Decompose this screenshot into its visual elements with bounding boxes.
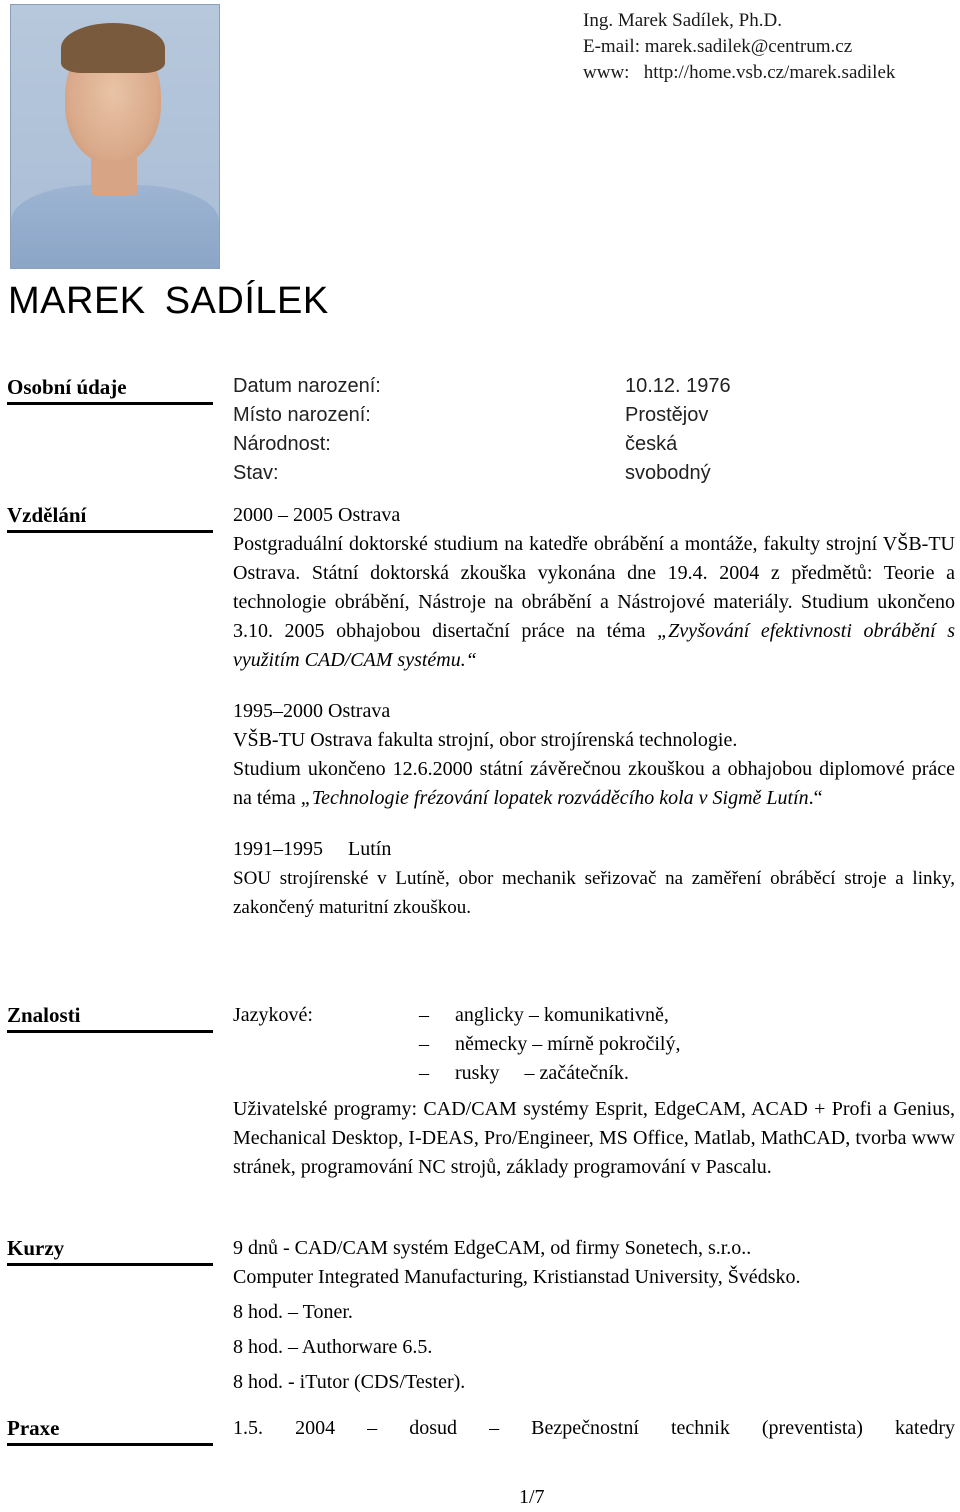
course-item: 9 dnů - CAD/CAM systém EdgeCAM, od firmy Sonetech, s.r.o.. — [233, 1237, 752, 1259]
education-text: Studium ukončeno 12.6.2000 státní závěrečnou zkouškou a obhajobou diplomové práce na téma „Technologie frézování lopatek rozváděcího kola v Sigmě Lutín.“ — [233, 758, 955, 809]
knowledge-block — [233, 1001, 955, 1182]
personal-value: svobodný — [625, 462, 711, 484]
education-header: 1991–1995 Lutín — [233, 838, 392, 860]
section-kurzy: Kurzy — [7, 1236, 213, 1266]
language-item: – německy – mírně pokročilý, — [419, 1033, 681, 1055]
languages — [233, 1001, 955, 1088]
photo-hair — [61, 23, 165, 73]
language-item: – anglicky – komunikativně, — [419, 1004, 669, 1026]
practice-text: 1.5. 2004 – dosud – Bezpečnostní technik (preventista) katedry — [233, 1417, 955, 1439]
personal-value: Prostějov — [625, 404, 709, 426]
section-znalosti: Znalosti — [7, 1003, 213, 1033]
course-item: Computer Integrated Manufacturing, Kristianstad University, Švédsko. — [233, 1266, 801, 1288]
section-osobni-udaje: Osobní údaje — [7, 375, 213, 405]
personal-data — [233, 372, 955, 488]
portrait-photo — [10, 4, 220, 269]
personal-value: 10.12. 1976 — [625, 375, 731, 397]
education-line: VŠB-TU Ostrava fakulta strojní, obor strojírenská technologie. — [233, 729, 738, 751]
personal-label: Datum narození: — [233, 375, 381, 397]
education-text: Postgraduální doktorské studium na katedře obrábění a montáže, fakulty strojní VŠB-TU Ostrava. Státní doktorská zkouška vykonána dne 19.4. 2004 z předmětů: Teorie a technologie obrábění, Nástroje na obrábění a Nástrojové materiály. Studium ukončeno 3.10. 2005 obhajobou disertační práce na téma „Zvyšování efektivnosti obrábění s využitím CAD/CAM systému.“ — [233, 533, 955, 671]
personal-row — [233, 430, 955, 459]
education-header: 1995–2000 Ostrava — [233, 700, 391, 722]
personal-label: Stav: — [233, 462, 279, 484]
education-list — [233, 501, 955, 944]
contact-name: Ing. Marek Sadílek, Ph.D. — [583, 10, 782, 31]
education-header: 2000 – 2005 Ostrava — [233, 504, 401, 526]
courses-list — [233, 1234, 955, 1397]
page-number: 1/7 — [519, 1486, 545, 1508]
section-praxe: Praxe — [7, 1416, 213, 1446]
personal-row — [233, 401, 955, 430]
personal-label: Národnost: — [233, 433, 331, 455]
contact-email[interactable]: E-mail: marek.sadilek@centrum.cz — [583, 36, 853, 57]
course-item: 8 hod. - iTutor (CDS/Tester). — [233, 1371, 466, 1393]
personal-label: Místo narození: — [233, 404, 371, 426]
contact-block — [583, 8, 895, 86]
education-item — [233, 835, 955, 922]
personal-row — [233, 372, 955, 401]
language-item: – rusky – začátečník. — [419, 1062, 629, 1084]
education-item — [233, 697, 955, 813]
course-item: 8 hod. – Authorware 6.5. — [233, 1336, 433, 1358]
course-item: 8 hod. – Toner. — [233, 1301, 353, 1323]
photo-shirt — [11, 185, 219, 269]
personal-value: česká — [625, 433, 678, 455]
languages-label: Jazykové: — [233, 1004, 313, 1026]
education-item — [233, 501, 955, 675]
personal-row — [233, 459, 955, 488]
education-text: SOU strojírenské v Lutíně, obor mechanik seřizovač na zaměření obráběcí stroje a linky, zakončený maturitní zkouškou. — [233, 868, 955, 918]
software-skills: Uživatelské programy: CAD/CAM systémy Esprit, EdgeCAM, ACAD + Profi a Genius, Mechanical Desktop, I-DEAS, Pro/Engineer, MS Office, Matlab, MathCAD, tvorba www stránek, programování NC strojů, základy programování v Pascalu. — [233, 1098, 955, 1178]
person-name: MAREK SADÍLEK — [8, 280, 329, 322]
languages-list — [419, 1001, 681, 1088]
section-vzdelani: Vzdělání — [7, 503, 213, 533]
contact-web[interactable]: www: http://home.vsb.cz/marek.sadilek — [583, 62, 896, 83]
